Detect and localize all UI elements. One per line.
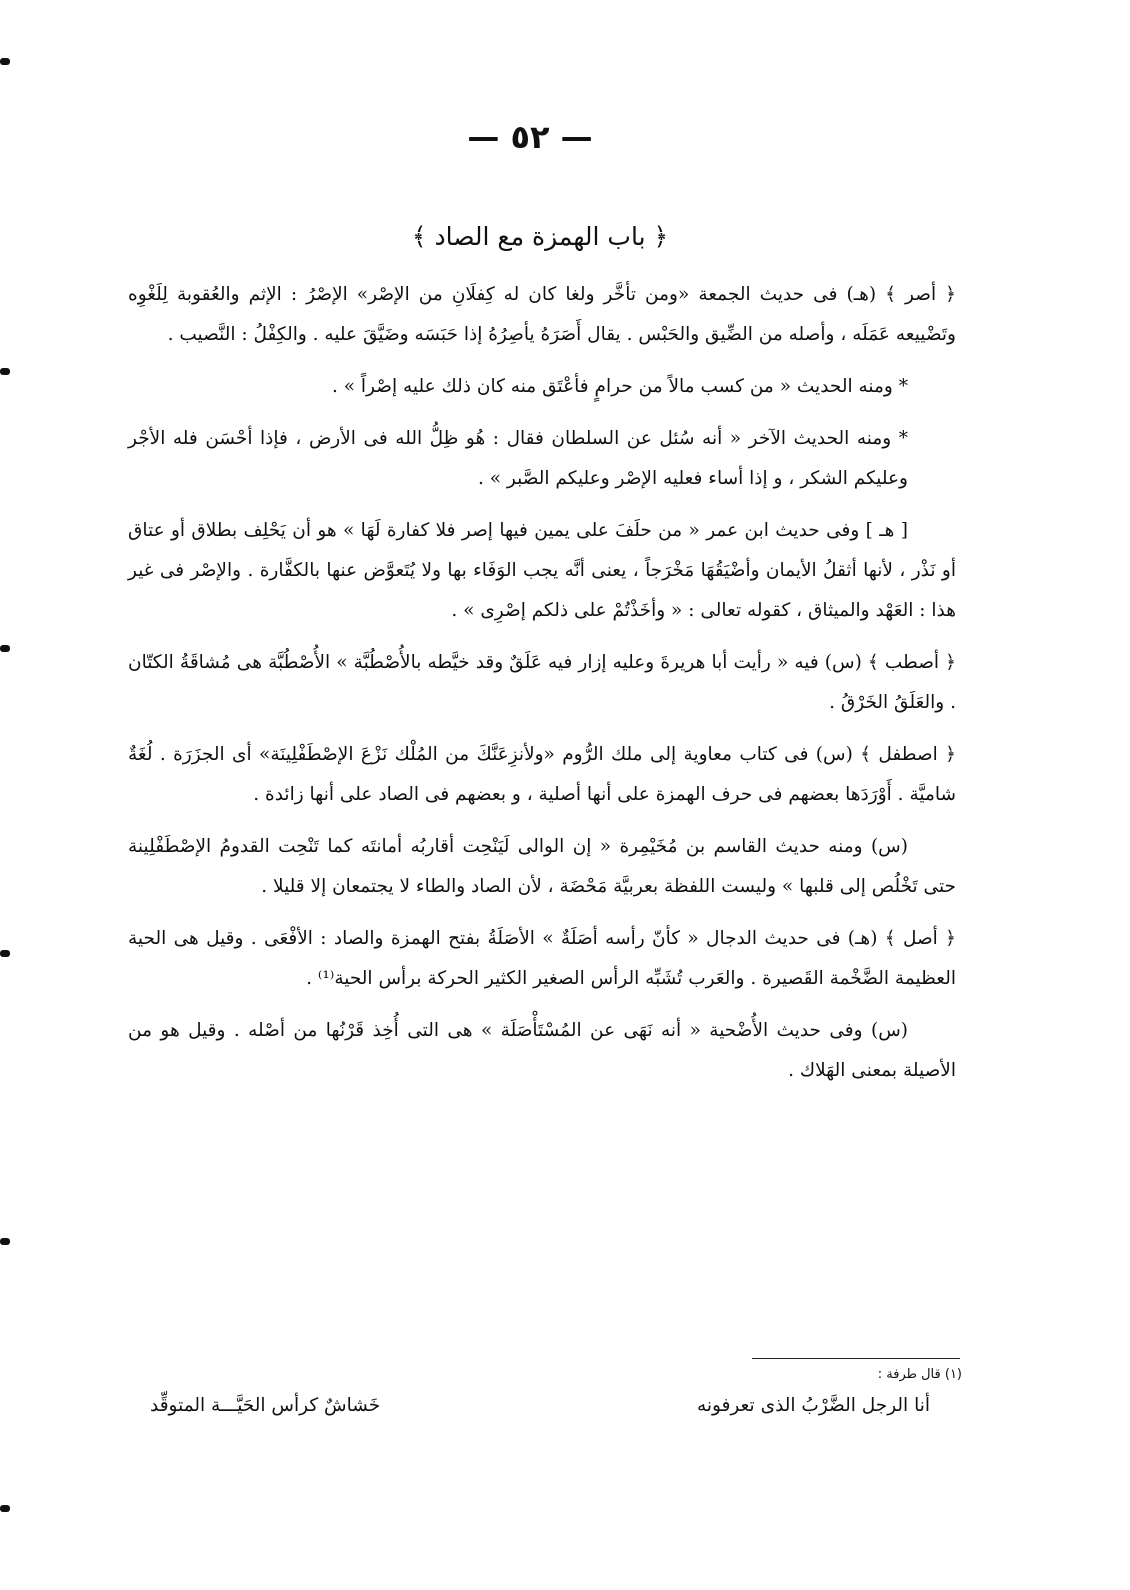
entry-istafl: ﴿ اصطفل ﴾ (س) فى كتاب معاوية إلى ملك الرُّوم «ولأنزِعَنَّكَ من المُلْك نَزْعَ الإصْطَفْلِينَة» أى الجزَرَة . لُغَةٌ شاميَّة . أَوْرَدَها بعضهم فى حرف الهمزة على أنها أصلية ، و بعضهم فى الصاد على أنها زائدة . — [128, 744, 956, 805]
footnote-rule — [752, 1358, 960, 1359]
scan-edge-mark — [0, 645, 10, 652]
verse-second-hemistich: خَشاشٌ كرأس الحَيَّـــة المتوقِّد — [150, 1395, 381, 1416]
chapter-title: ﴿ باب الهمزة مع الصاد ﴾ — [411, 222, 669, 251]
scan-edge-mark — [0, 1238, 10, 1245]
entry-asr: ﴿ أصر ﴾ (هـ) فى حديث الجمعة «ومن تأخَّر ولغا كان له كِفلَانِ من الإصْر» الإصْرُ : الإثم والعُقوبة لِلَغْوِه وتَضْييعه عَمَلَه ، وأصله من الضِّيق والحَبْس . يقال أَصَرَهُ يأصِرُهُ إذا حَبَسَه وضَيَّقَ عليه . والكِفْلُ : النَّصيب . — [128, 284, 956, 345]
footnote-verse — [150, 1395, 930, 1416]
verse-first-hemistich: أنا الرجل الضَّرْبُ الذى تعرفونه — [696, 1395, 930, 1416]
hadith-sub-2: * ومنه الحديث الآخر « أنه سُئل عن السلطان فقال : هُو ظِلُّ الله فى الأرض ، فإذا أحْسَن فله الأجْر وعليكم الشكر ، و إذا أساء فعليه الإصْر وعليكم الصَّبر » . — [128, 428, 908, 489]
hadith-sub-1: * ومنه الحديث « من كسب مالاً من حرامٍ فأعْتَق منه كان ذلك عليه إصْراً » . — [331, 376, 908, 397]
entry-asl: ﴿ أصل ﴾ (هـ) فى حديث الدجال « كأنّ رأسه أصَلَةٌ » الأصَلَةُ بفتح الهمزة والصاد : الأفْعَى . وقيل هى الحية العظيمة الضَّخْمة القَصيرة . والعَرب تُشَبِّه الرأس الصغير الكثير الحركة برأس الحية⁽¹⁾ . — [128, 928, 956, 989]
scan-edge-mark — [0, 368, 10, 375]
hadith-udhiya: (س) وفى حديث الأُضْحية « أنه نَهَى عن المُسْتَأْصَلَة » هى التى أُخِذ قَرْنُها من أصْله . وقيل هو من الأصيلة بمعنى الهَلاك . — [128, 1020, 956, 1081]
page-number: — ٥٢ — — [467, 118, 593, 156]
scan-edge-mark — [0, 58, 10, 65]
footnote-label: (١) قال طرفة : — [877, 1367, 962, 1382]
scan-edge-mark — [0, 1505, 10, 1512]
scan-edge-mark — [0, 950, 10, 957]
hadith-qasim: (س) ومنه حديث القاسم بن مُخَيْمِرة « إن الوالى لَيَنْحِت أقاربُه أمانتَه كما تَنْحِت القدومُ الإصْطَفْلِينة حتى تَخْلُص إلى قلبها » وليست اللفظة بعربيَّة مَحْضَة ، لأن الصاد والطاء لا يجتمعان إلا قليلا . — [128, 836, 956, 897]
hadith-ibn-umar: [ هـ ] وفى حديث ابن عمر « من حلَفَ على يمين فيها إصر فلا كفارة لَهَا » هو أن يَحْلِف بطلاق أو عتاق أو نَذْر ، لأنها أثقلُ الأيمان وأضْيَقُهَا مَخْرَجاً ، يعنى أنَّه يجب الوَفَاء بها ولا يُتَعوَّض عنها بالكفَّارة . والإصْر فى غير هذا : العَهْد والميثاق ، كقوله تعالى : « وأخَذْتُمْ على ذلكم إصْرِى » . — [128, 520, 956, 621]
body-text — [128, 275, 956, 1103]
entry-astab: ﴿ أصطب ﴾ (س) فيه « رأيت أبا هريرةَ وعليه إزار فيه عَلَقٌ وقد خيَّطه بالأُصْطُبَّة » الأُصْطُبَّة هى مُشاقَةُ الكتّان . والعَلَقُ الخَرْقُ . — [128, 652, 956, 713]
